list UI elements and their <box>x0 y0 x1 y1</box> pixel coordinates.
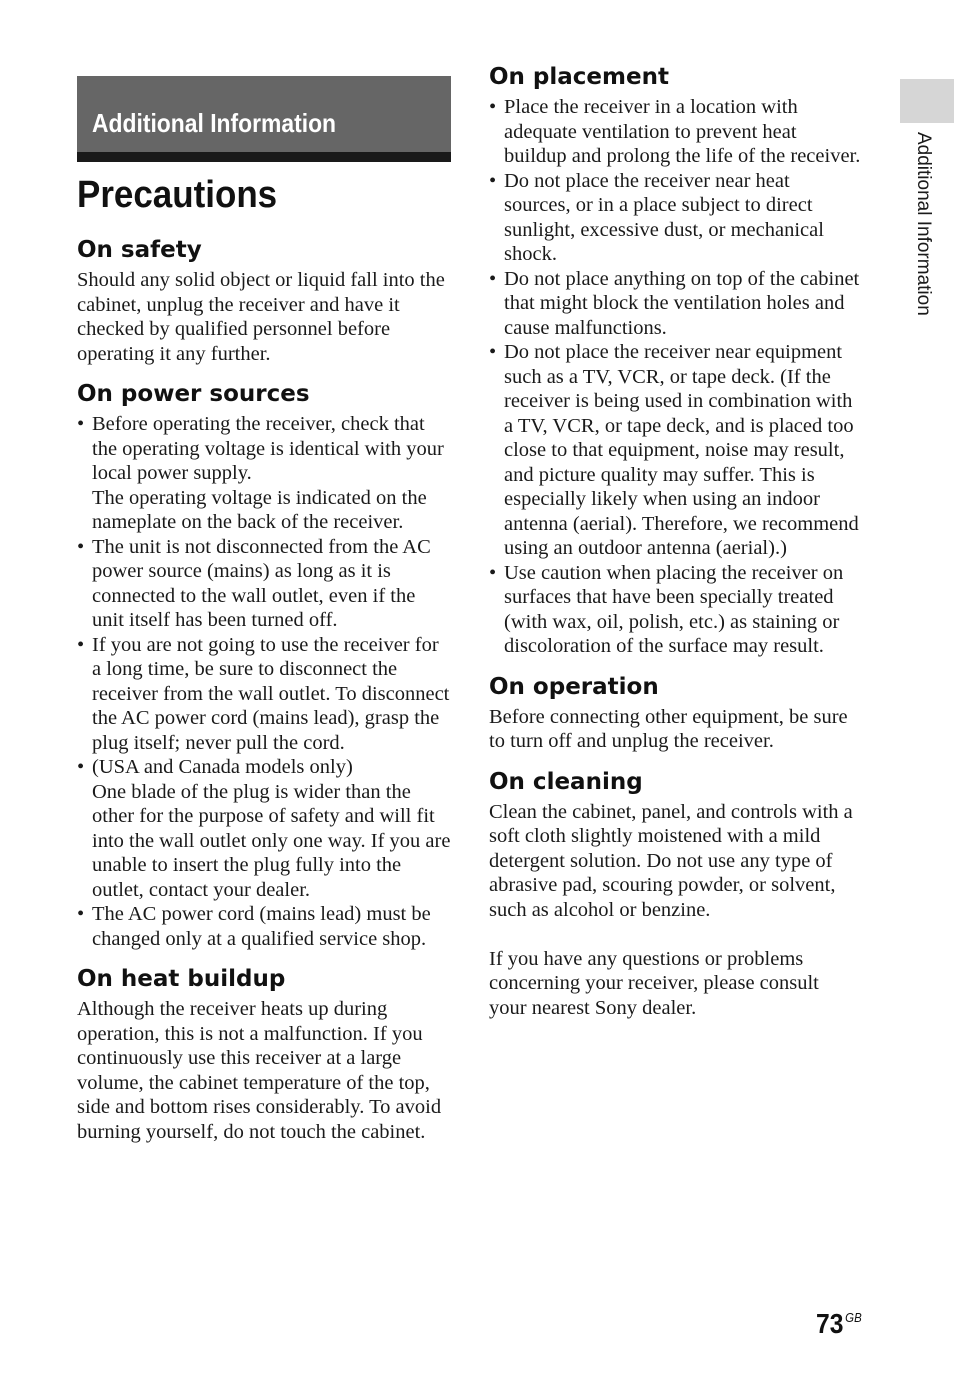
page-title: Precautions <box>77 174 278 216</box>
list-item-text: Before operating the receiver, check that the operating voltage is identical with your local power supply. <box>92 413 444 484</box>
section-banner-label: Additional Information <box>92 108 337 138</box>
list-item <box>77 412 451 535</box>
cleaning-heading: On cleaning <box>489 768 643 795</box>
list-item-note: The operating voltage is indicated on the nameplate on the back of the receiver. <box>92 486 427 533</box>
list-item <box>489 267 861 341</box>
list-item-text: Use caution when placing the receiver on surfaces that have been specially treated (with wax, oil, polish, etc.) as staining or discoloration of the surface may result. <box>504 561 844 657</box>
list-item-note: One blade of the plug is wider than the other for the purpose of safety and will fit into the wall outlet only one way. If you are unable to insert the plug fully into the outlet, contact your dealer. <box>92 780 451 901</box>
heat-text: Although the receiver heats up during operation, this is not a malfunction. If you continuously use this receiver at a large volume, the cabinet temperature of the top, side and bottom rises considerably. To avoid burning yourself, do not touch the cabinet. <box>77 998 442 1143</box>
placement-heading: On placement <box>489 64 669 90</box>
right-column <box>489 62 861 1020</box>
closing-text: If you have any questions or problems concerning your receiver, please consult your nearest Sony dealer. <box>489 947 819 1019</box>
list-item-text: Do not place the receiver near heat sources, or in a place subject to direct sunlight, excessive dust, or mechanical shock. <box>504 169 824 265</box>
page-number-suffix: GB <box>845 1310 862 1325</box>
list-item-text: Place the receiver in a location with adequate ventilation to prevent heat buildup and prolong the life of the receiver. <box>504 96 861 167</box>
list-item <box>77 633 451 756</box>
list-item-text: The AC power cord (mains lead) must be changed only at a qualified service shop. <box>92 903 431 950</box>
list-item <box>489 561 861 659</box>
list-item <box>77 902 451 951</box>
list-item <box>489 340 861 561</box>
safety-heading: On safety <box>77 237 202 263</box>
list-item <box>77 755 451 902</box>
cleaning-text: Clean the cabinet, panel, and controls with a soft cloth slightly moistened with a mild detergent solution. Do not use any type of abrasive pad, scouring powder, or solvent, such as alcohol or benzine. <box>489 800 853 921</box>
page-number-value: 73 <box>816 1308 844 1339</box>
list-item <box>489 95 861 169</box>
list-item-text: Do not place anything on top of the cabinet that might block the ventilation holes and cause malfunctions. <box>504 267 860 339</box>
safety-text: Should any solid object or liquid fall into the cabinet, unplug the receiver and have it checked by qualified personnel before operating it any further. <box>77 269 445 365</box>
list-item <box>489 169 861 267</box>
operation-text: Before connecting other equipment, be sure to turn off and unplug the receiver. <box>489 705 848 752</box>
list-item <box>77 535 451 633</box>
heat-heading: On heat buildup <box>77 966 286 992</box>
operation-heading: On operation <box>489 673 659 700</box>
list-item-text: Do not place the receiver near equipment such as a TV, VCR, or tape deck. (If the receiver is being used in combination with a TV, VCR, or tape deck, and is placed too close to that equipment, noise may result, and picture quality may suffer. This is especially likely when using an indoor antenna (aerial). Therefore, we recommend using an outdoor antenna (aerial).) <box>504 341 859 559</box>
placement-list <box>489 95 861 659</box>
left-column <box>77 76 451 1144</box>
list-item-text: The unit is not disconnected from the AC power source (mains) as long as it is connected to the wall outlet, even if the unit itself has been turned off. <box>92 535 431 631</box>
section-banner <box>77 76 451 162</box>
list-item-text: (USA and Canada models only) <box>92 756 353 778</box>
side-tab-label: Additional Information <box>913 132 934 316</box>
side-tab <box>900 79 954 123</box>
power-heading: On power sources <box>77 381 310 407</box>
page-number <box>816 1308 862 1340</box>
power-list <box>77 412 451 951</box>
list-item-text: If you are not going to use the receiver for a long time, be sure to disconnect the receiver from the wall outlet. To disconnect the AC power cord (mains lead), grasp the plug itself; never pull the cord. <box>92 633 450 754</box>
